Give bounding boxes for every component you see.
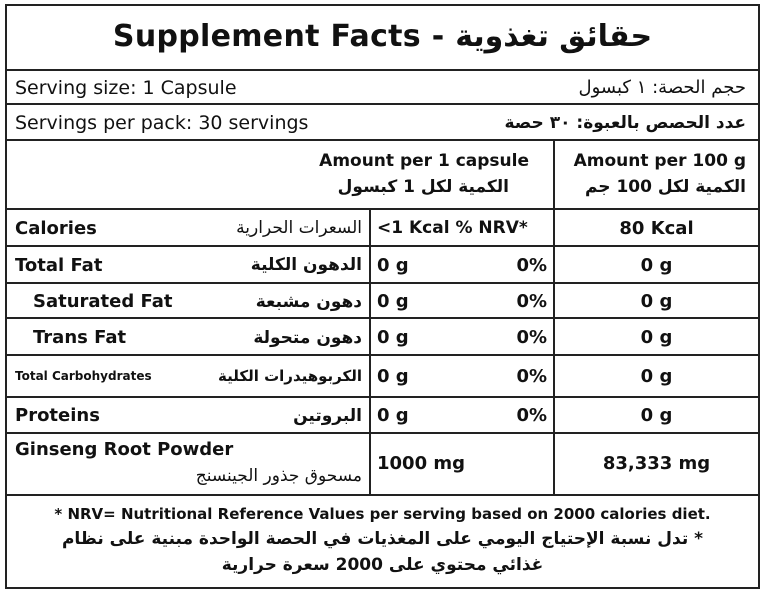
footnote-ar-line1: * تدل نسبة الإحتياج اليومي على المغذيات في الحصة الواحدة مبنية على نظام: [61, 529, 704, 549]
ginseng-row: [7, 434, 758, 496]
nutrient-name-ar: الدهون الكلية: [250, 255, 362, 275]
nutrient-per-100g: 0 g: [640, 291, 673, 312]
nutrient-nrv: 0%: [516, 255, 547, 276]
supplement-facts-label: [5, 4, 760, 589]
calories-row: [7, 210, 758, 247]
nutrient-name-ar: الكربوهيدرات الكلية: [218, 367, 362, 385]
title-row: [7, 6, 758, 71]
nutrient-name-en: Proteins: [15, 405, 100, 426]
nutrient-per-100g: 0 g: [640, 327, 673, 348]
nutrient-name-en: Saturated Fat: [33, 291, 173, 312]
nutrient-name-en: Total Carbohydrates: [15, 369, 152, 383]
ginseng-name-en: Ginseng Root Powder: [15, 439, 234, 460]
nutrient-nrv: 0%: [516, 291, 547, 312]
nutrient-amount: 0 g: [377, 405, 409, 426]
calories-label-ar: السعرات الحرارية: [236, 218, 362, 238]
servings-per-pack-ar: عدد الحصص بالعبوة: ٣٠ حصة: [504, 113, 746, 133]
nutrient-row: [7, 284, 758, 319]
ginseng-name-ar: مسحوق جذور الجينسنج: [195, 466, 362, 486]
ginseng-amount: 1000 mg: [377, 453, 466, 474]
per-100g-header: [555, 141, 758, 208]
footnote-en: * NRV= Nutritional Reference Values per serving based on 2000 calories diet.: [54, 505, 711, 523]
nutrient-row: [7, 319, 758, 356]
column-divider: [553, 141, 555, 496]
column-header-row: [7, 141, 758, 210]
nutrient-name-en: Total Fat: [15, 255, 103, 276]
nutrient-amount: 0 g: [377, 327, 409, 348]
serving-size-row: [7, 71, 758, 105]
per-capsule-header-ar: الكمية لكل 1 كبسول: [337, 177, 509, 197]
per-100g-header-ar: الكمية لكل 100 جم: [584, 177, 746, 197]
nutrient-name-ar: البروتين: [293, 406, 362, 426]
nutrient-nrv: 0%: [516, 366, 547, 387]
servings-per-pack-en: Servings per pack: 30 servings: [15, 112, 309, 134]
nutrient-per-100g: 0 g: [640, 366, 673, 387]
nutrient-per-100g: 0 g: [640, 405, 673, 426]
nutrient-row: [7, 247, 758, 284]
serving-size-ar: حجم الحصة: ١ كبسول: [578, 77, 746, 98]
per-capsule-header: [7, 141, 553, 208]
nutrient-row: [7, 398, 758, 434]
calories-per-100g: 80 Kcal: [619, 218, 694, 239]
nutrient-per-100g: 0 g: [640, 255, 673, 276]
per-capsule-header-en: Amount per 1 capsule: [319, 151, 529, 171]
nutrient-amount: 0 g: [377, 255, 409, 276]
footnote: [7, 496, 758, 587]
column-divider: [369, 210, 371, 496]
nutrient-name-ar: دهون متحولة: [253, 328, 362, 348]
serving-size-en: Serving size: 1 Capsule: [15, 77, 237, 99]
servings-per-pack-row: [7, 105, 758, 141]
nutrient-name-en: Trans Fat: [33, 327, 127, 348]
nutrient-row: [7, 356, 758, 398]
nutrient-name-ar: دهون مشبعة: [255, 292, 362, 312]
per-100g-header-en: Amount per 100 g: [573, 151, 746, 171]
nutrient-nrv: 0%: [516, 405, 547, 426]
nutrient-amount: 0 g: [377, 366, 409, 387]
ginseng-per-100g: 83,333 mg: [602, 453, 711, 474]
nutrient-amount: 0 g: [377, 291, 409, 312]
calories-label-en: Calories: [15, 218, 97, 239]
footnote-ar-line2: غذائي محتوي على 2000 سعرة حرارية: [221, 555, 544, 575]
calories-per-capsule: <1 Kcal % NRV*: [377, 218, 528, 238]
label-title: Supplement Facts - حقائق تغذوية: [112, 19, 653, 54]
nutrient-nrv: 0%: [516, 327, 547, 348]
